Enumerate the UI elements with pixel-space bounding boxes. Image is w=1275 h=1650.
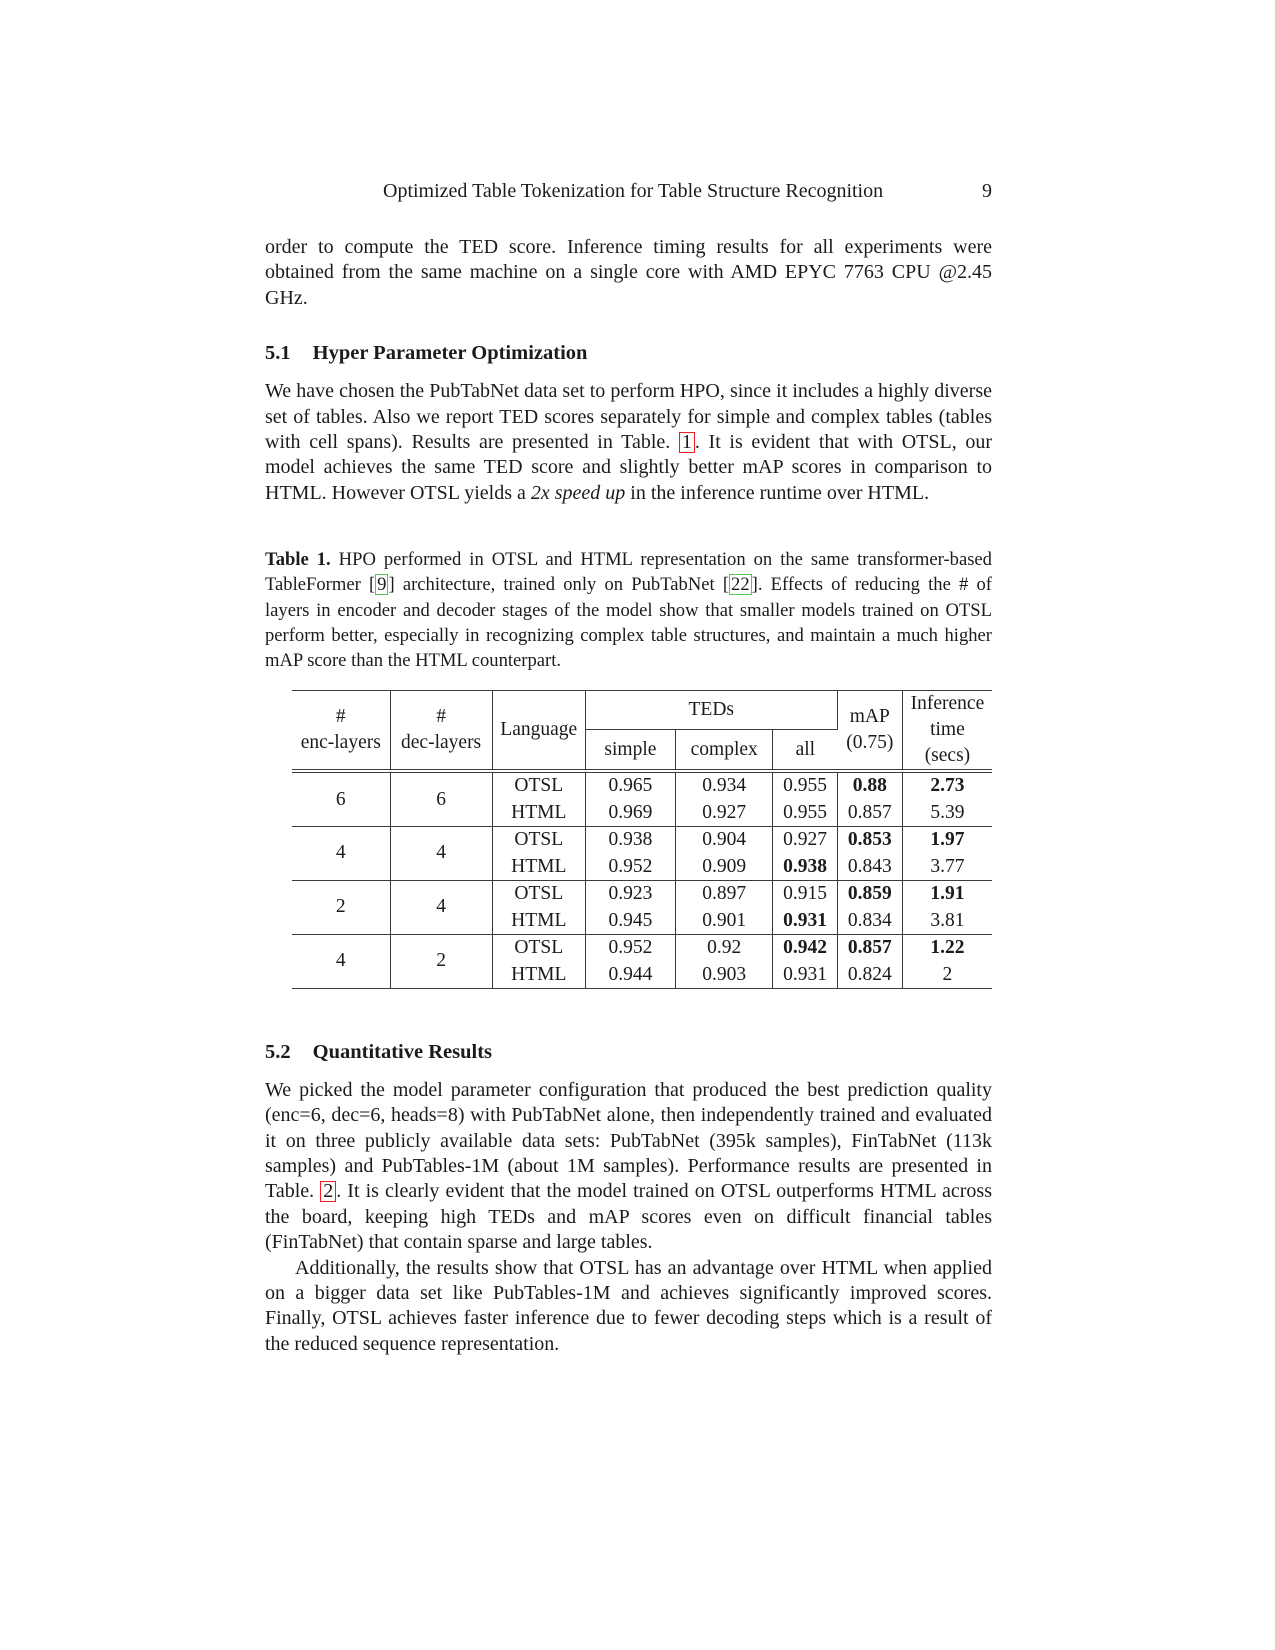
teds-complex-cell: 0.934 [676, 771, 773, 799]
running-header [265, 178, 992, 204]
col-header-simple: simple [585, 730, 675, 771]
enc-layers-value: 4 [292, 826, 390, 880]
section-5-1-title: Hyper Parameter Optimization [312, 342, 588, 365]
map-cell: 0.88 [837, 771, 902, 799]
enc-layers-value: 4 [292, 934, 390, 988]
citation-9-link[interactable]: 9 [377, 574, 387, 596]
citation-22-link[interactable]: 22 [731, 574, 750, 596]
table-row [292, 771, 992, 799]
table-row [292, 934, 992, 961]
map-cell: 0.843 [837, 853, 902, 880]
teds-all-cell: 0.927 [773, 826, 837, 853]
col-header-map: mAP (0.75) [837, 691, 902, 772]
enc-layers-value: 2 [292, 880, 390, 934]
map-cell: 0.859 [837, 880, 902, 907]
col-header-dec-layers: # dec-layers [390, 691, 492, 772]
emphasized-text: 2x speed up [530, 481, 626, 504]
teds-complex-cell: 0.92 [676, 934, 773, 961]
teds-all-cell: 0.915 [773, 880, 837, 907]
table-2-reference-link[interactable]: 2 [320, 1181, 336, 1202]
table-1-reference-link[interactable]: 1 [679, 432, 695, 453]
teds-complex-cell: 0.904 [676, 826, 773, 853]
section-5-1-number: 5.1 [265, 342, 291, 365]
inference-time-cell: 2.73 [902, 771, 992, 799]
section-5-1-heading [265, 340, 992, 366]
col-header-all: all [773, 730, 837, 771]
teds-simple-cell: 0.965 [585, 771, 675, 799]
teds-simple-cell: 0.952 [585, 853, 675, 880]
text-run: ]. Effects of reducing the # of layers in encoder and decoder stages of the model show that smaller models trained on OTSL perform better, especially in recognizing complex table structures, and maintain a much higher mAP score than the HTML counterpart. [265, 574, 992, 672]
dec-layers-value: 6 [390, 771, 492, 826]
dec-layers-value: 2 [390, 934, 492, 988]
running-title: Optimized Table Tokenization for Table Structure Recognition [383, 180, 884, 202]
teds-all-cell: 0.955 [773, 771, 837, 799]
teds-simple-cell: 0.938 [585, 826, 675, 853]
text-run: in the inference runtime over HTML. [625, 481, 930, 504]
dec-layers-value: 4 [390, 880, 492, 934]
map-cell: 0.857 [837, 934, 902, 961]
inference-time-cell: 5.39 [930, 801, 965, 823]
teds-all-cell: 0.931 [773, 907, 837, 934]
teds-complex-cell: 0.927 [676, 799, 773, 826]
section-5-2-heading [265, 1039, 992, 1065]
intro-paragraph: order to compute the TED score. Inference timing results for all experiments were obtained from the same machine on a single core with AMD EPYC 7763 CPU @2.45 GHz. [265, 236, 992, 309]
text-run: ] architecture, trained only on PubTabNet [ [388, 574, 730, 596]
section-5-2-paragraph-2: Additionally, the results show that OTSL has an advantage over HTML when applied on a bigger data set like PubTables-1M and achieves significantly improved scores. Finally, OTSL achieves faster inference due to fewer decoding steps which is a result of the reduced sequence representation. [265, 1256, 992, 1355]
inference-time-cell: 1.97 [902, 826, 992, 853]
inference-time-cell: 3.77 [930, 855, 965, 877]
inference-time-cell: 1.22 [902, 934, 992, 961]
col-header-language: Language [492, 691, 585, 772]
teds-simple-cell: 0.944 [585, 961, 675, 988]
dec-layers-value: 4 [390, 826, 492, 880]
language-cell: HTML [492, 907, 585, 934]
map-cell: 0.857 [837, 799, 902, 826]
teds-all-cell: 0.938 [773, 853, 837, 880]
results-table [292, 690, 992, 989]
table-1-caption [265, 547, 992, 673]
section-5-2-paragraph-1 [265, 1078, 992, 1256]
teds-all-cell: 0.931 [773, 961, 837, 988]
language-cell: OTSL [492, 826, 585, 853]
map-cell: 0.853 [837, 826, 902, 853]
language-cell: OTSL [492, 934, 585, 961]
col-header-enc-layers: # enc-layers [292, 691, 390, 772]
text-run: We picked the model parameter configuration that produced the best prediction quality (enc=6, dec=6, heads=8) with PubTabNet alone, then independently trained and evaluated it on three publicly available data sets: PubTabNet (395k samples), FinTabNet (113k samples) and PubTables-1M (about 1M samples). Performance results are presented in Table. [265, 1078, 992, 1203]
teds-simple-cell: 0.923 [585, 880, 675, 907]
teds-complex-cell: 0.903 [676, 961, 773, 988]
text-run: . It is evident that with OTSL, our model achieves the same TED score and slightly better mAP scores in comparison to HTML. However OTSL yields a [265, 431, 992, 504]
col-header-complex: complex [676, 730, 773, 771]
language-cell: HTML [492, 799, 585, 826]
text-run: . It is clearly evident that the model trained on OTSL outperforms HTML across the board, keeping high TEDs and mAP scores even on difficult financial tables (FinTabNet) that contain sparse and large tables. [265, 1180, 992, 1254]
col-header-inference-time: Inference time (secs) [902, 691, 992, 772]
language-cell: OTSL [492, 880, 585, 907]
paper-page [265, 0, 992, 1357]
page-number: 9 [982, 180, 992, 202]
inference-time-cell: 3.81 [930, 909, 965, 931]
language-cell: OTSL [492, 771, 585, 799]
language-cell: HTML [492, 853, 585, 880]
teds-simple-cell: 0.945 [585, 907, 675, 934]
section-5-1-paragraph [265, 379, 992, 506]
section-5-2-number: 5.2 [265, 1040, 291, 1063]
enc-layers-value: 6 [292, 771, 390, 826]
text-run: We have chosen the PubTabNet data set to perform HPO, since it includes a highly diverse set of tables. Also we report TED scores separately for simple and complex tables (tables with cell spans). Results are presented in Table. [265, 380, 992, 454]
teds-all-cell: 0.955 [773, 799, 837, 826]
teds-simple-cell: 0.969 [585, 799, 675, 826]
teds-complex-cell: 0.909 [676, 853, 773, 880]
teds-complex-cell: 0.897 [676, 880, 773, 907]
table-row [292, 880, 992, 907]
inference-time-cell: 1.91 [902, 880, 992, 907]
table-row [292, 826, 992, 853]
caption-label: Table 1. [265, 549, 331, 571]
text-run: HPO performed in OTSL and HTML representation on the same transformer-based TableFormer [ [265, 549, 992, 596]
teds-complex-cell: 0.901 [676, 907, 773, 934]
teds-simple-cell: 0.952 [585, 934, 675, 961]
inference-time-cell: 2 [942, 963, 953, 985]
language-cell: HTML [492, 961, 585, 988]
teds-all-cell: 0.942 [773, 934, 837, 961]
map-cell: 0.824 [837, 961, 902, 988]
map-cell: 0.834 [837, 907, 902, 934]
section-5-2-title: Quantitative Results [312, 1040, 492, 1063]
col-header-teds: TEDs [585, 691, 837, 730]
